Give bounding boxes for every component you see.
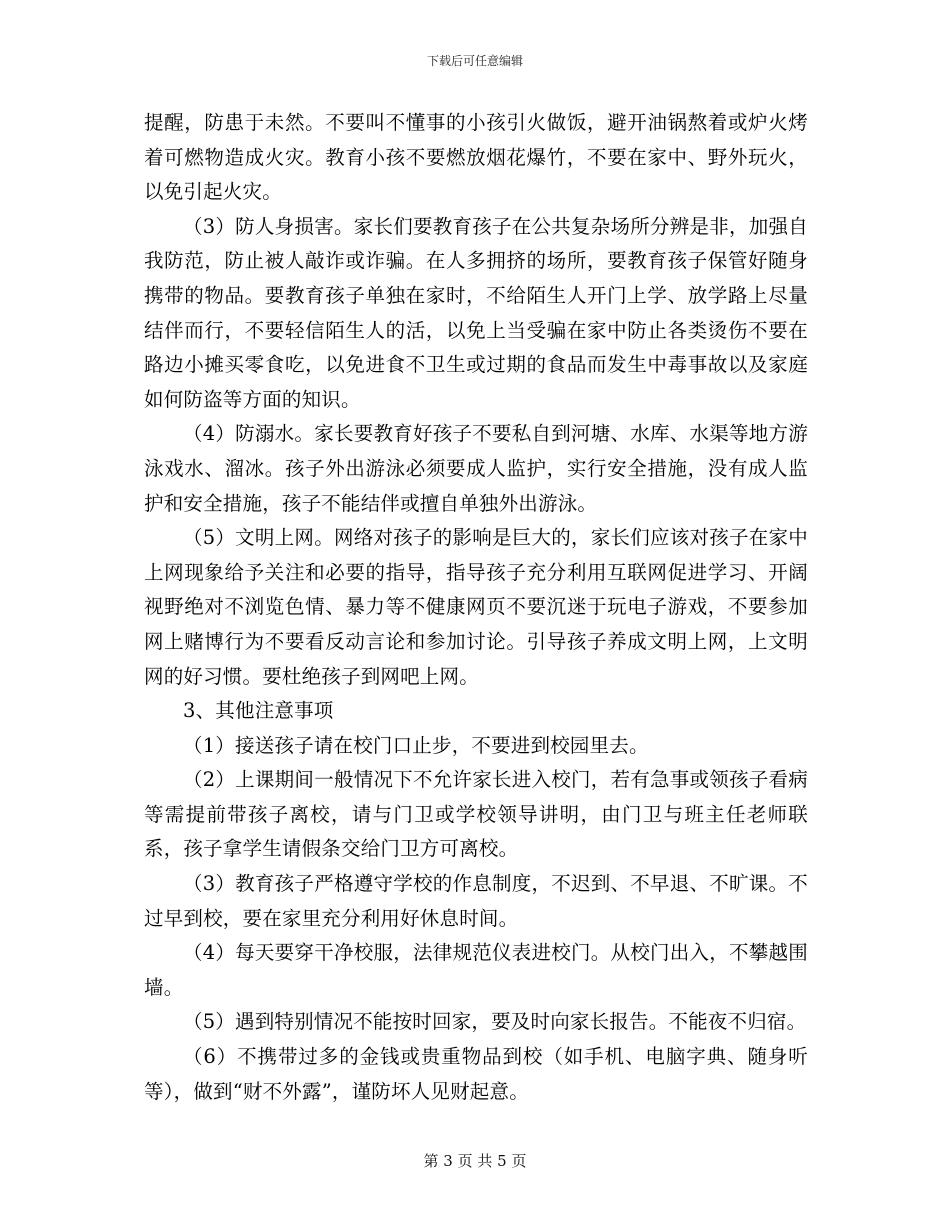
- paragraph-note-6: （6）不携带过多的金钱或贵重物品到校（如手机、电脑字典、随身听等），做到“财不外露”，谨防坏人见财起意。: [144, 1045, 808, 1103]
- paragraph-note-4: （4）每天要穿干净校服，法律规范仪表进校门。从校门出入，不攀越围墙。: [144, 941, 808, 999]
- page-footer: 第 3 页 共 5 页: [423, 1152, 527, 1170]
- paragraph-note-3: （3）教育孩子严格遵守学校的作息制度，不迟到、不早退、不旷课。不过早到校，要在家里充分利用好休息时间。: [144, 872, 808, 930]
- paragraph-civilized-internet: （5）文明上网。网络对孩子的影响是巨大的，家长们应该对孩子在家中上网现象给予关注和必要的指导，指导孩子充分利用互联网促进学习、开阔视野绝对不浏览色情、暴力等不健康网页不要沉迷于玩电子游戏，不要参加网上赌博行为不要看反动言论和参加讨论。引导孩子养成文明上网，上文明网的好习惯。要杜绝孩子到网吧上网。: [144, 526, 808, 688]
- section-heading-other-notes: 3、其他注意事项: [183, 699, 334, 723]
- paragraph-fire-prevention-continued: 提醒，防患于未然。不要叫不懂事的小孩引火做饭，避开油锅熬着或炉火烤着可燃物造成火灾。教育小孩不要燃放烟花爆竹，不要在家中、野外玩火，以免引起火灾。: [144, 111, 808, 204]
- page-header: 下载后可任意编辑: [426, 54, 523, 68]
- paragraph-note-5: （5）遇到特别情况不能按时回家，要及时向家长报告。不能夜不归宿。: [183, 1010, 807, 1034]
- paragraph-personal-safety: （3）防人身损害。家长们要教育孩子在公共复杂场所分辨是非，加强自我防范，防止被人敲诈或诈骗。在人多拥挤的场所，要教育孩子保管好随身携带的物品。要教育孩子单独在家时，不给陌生人开门上学、放学路上尽量结伴而行，不要轻信陌生人的活，以免上当受骗在家中防止各类烫伤不要在路边小摊买零食吃，以免进食不卫生或过期的食品而发生中毒事故以及家庭如何防盗等方面的知识。: [144, 214, 808, 411]
- document-body: [144, 106, 808, 1109]
- paragraph-note-2: （2）上课期间一般情况下不允许家长进入校门，若有急事或领孩子看病等需提前带孩子离校，请与门卫或学校领导讲明，由门卫与班主任老师联系，孩子拿学生请假条交给门卫方可离校。: [144, 768, 808, 861]
- paragraph-drowning-prevention: （4）防溺水。家长要教育好孩子不要私自到河塘、水库、水渠等地方游泳戏水、溜冰。孩子外出游泳必须要成人监护，实行安全措施，没有成人监护和安全措施，孩子不能结伴或擅自单独外出游泳。: [144, 422, 808, 515]
- paragraph-note-1: （1）接送孩子请在校门口止步，不要进到校园里去。: [183, 733, 649, 757]
